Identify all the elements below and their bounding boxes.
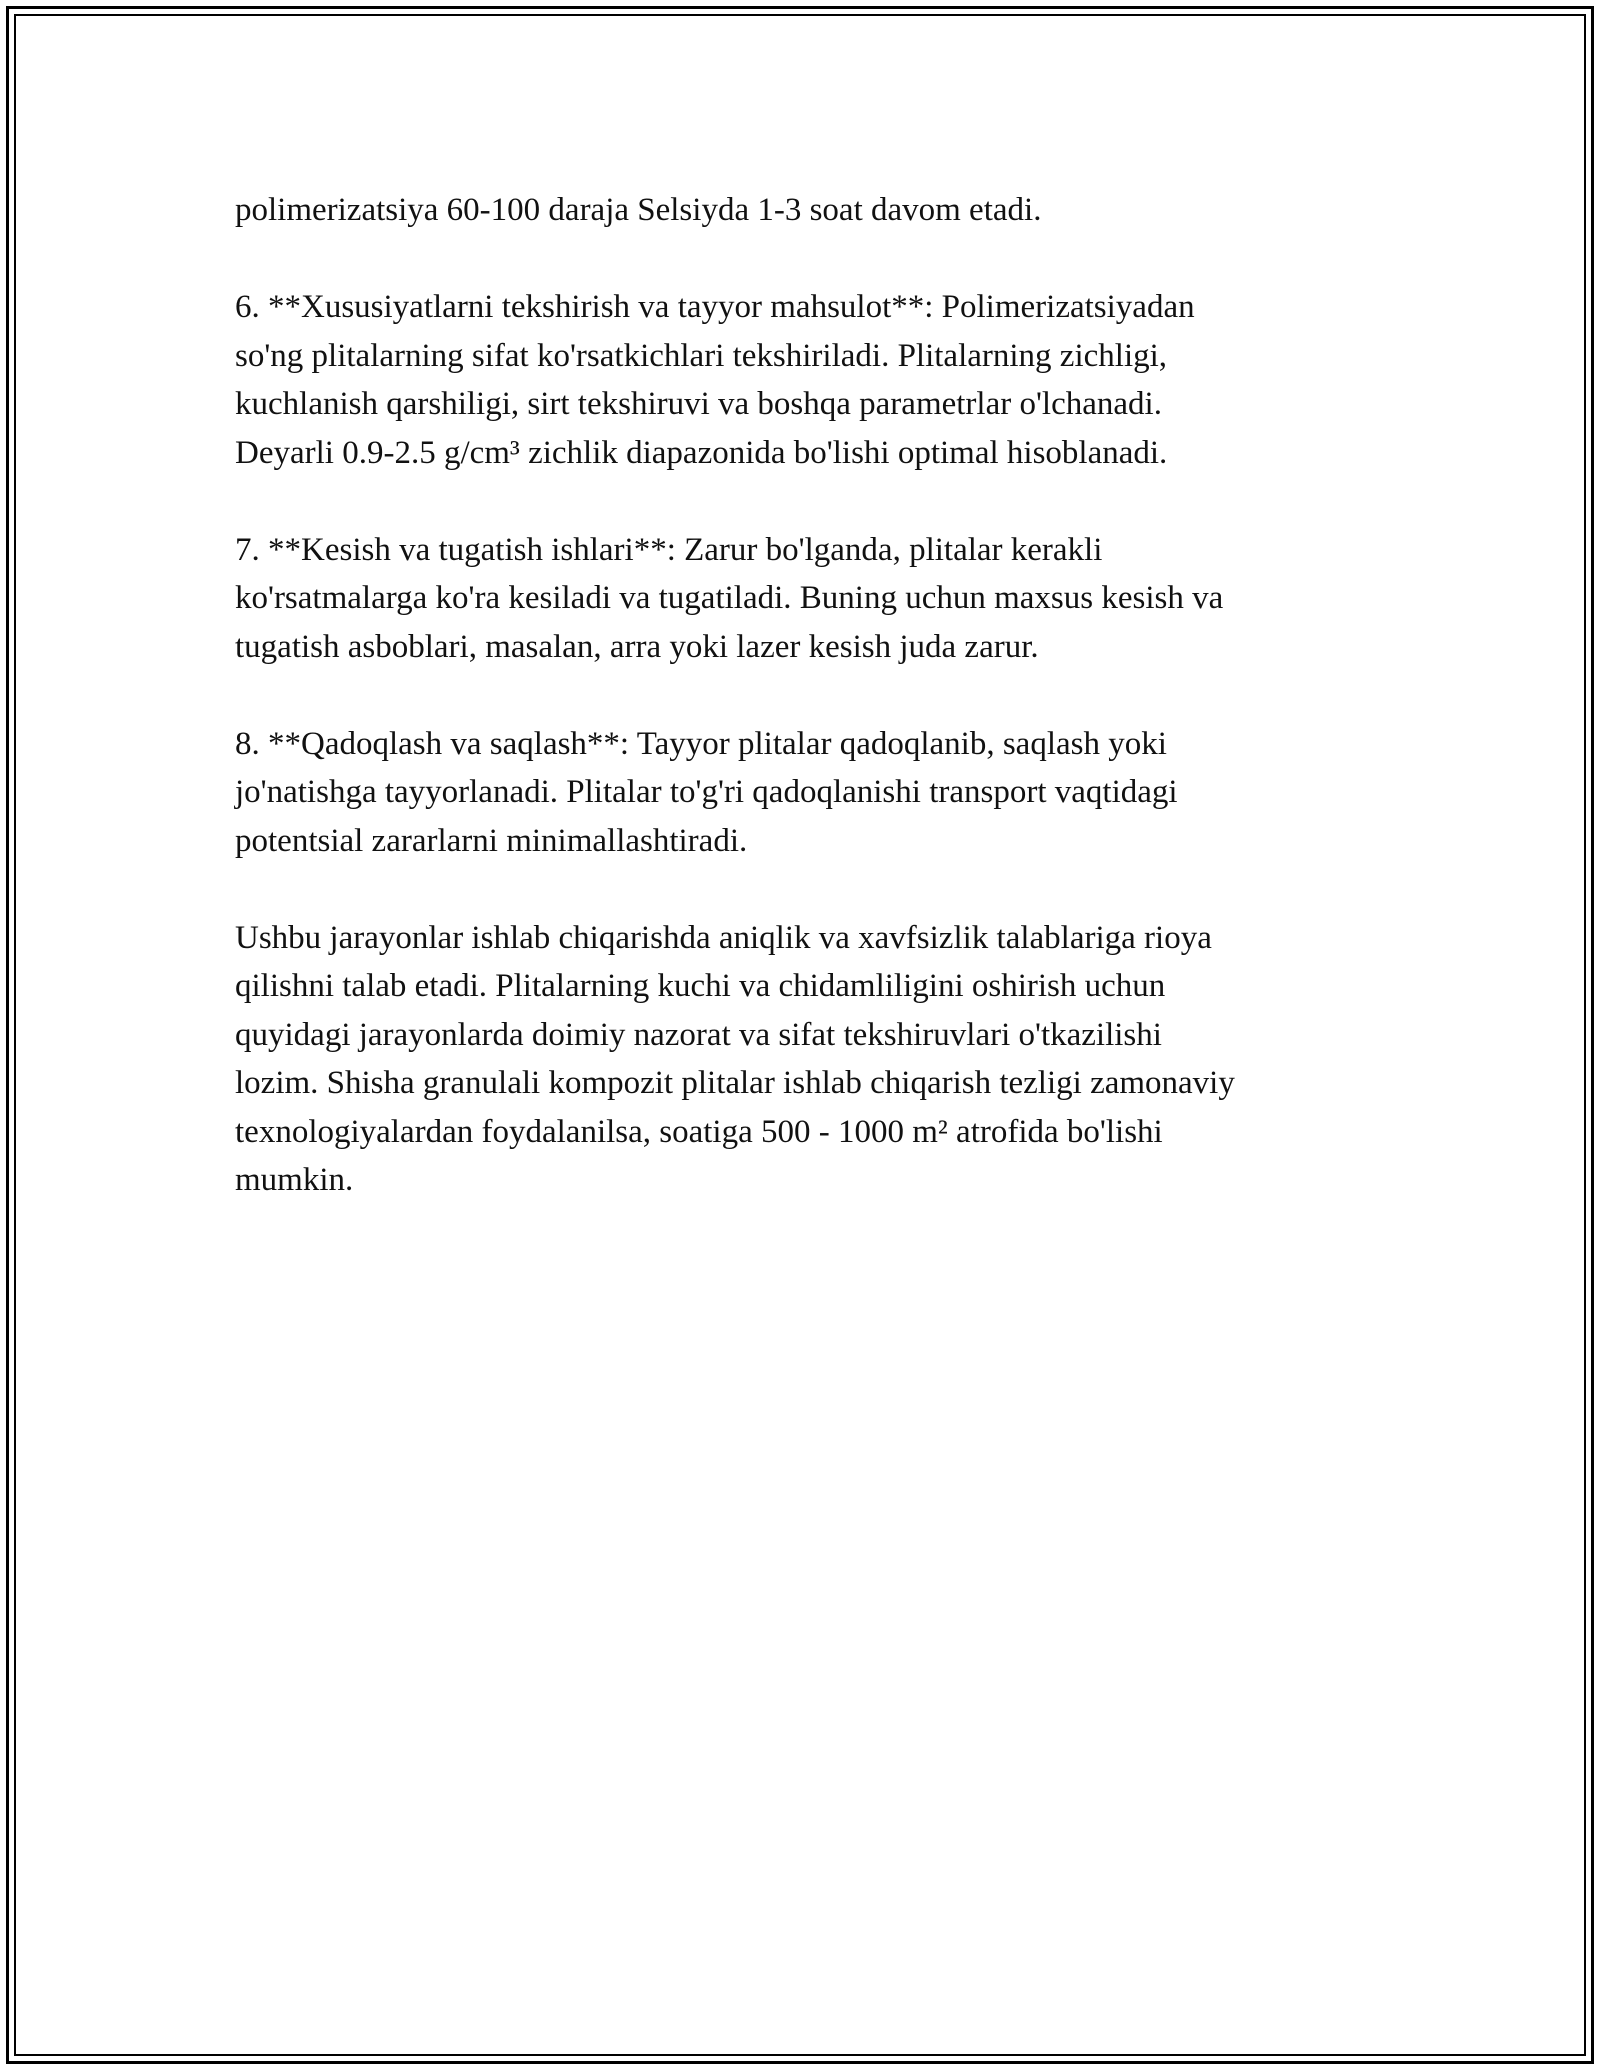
paragraph-polymerization-time: polimerizatsiya 60-100 daraja Selsiyda 1-3 soat davom etadi. bbox=[235, 192, 1042, 228]
paragraph-step-7-cutting: 7. **Kesish va tugatish ishlari**: Zarur bo'lganda, plitalar kerakli ko'rsatmalarga ko'ra kesiladi va tugatiladi. Buning uchun maxsus kesish va tugatish asboblari, masalan, arra yoki lazer kesish juda zarur. bbox=[235, 531, 1224, 665]
document-body bbox=[235, 186, 1365, 1253]
paragraph-conclusion: Ushbu jarayonlar ishlab chiqarishda aniqlik va xavfsizlik talablariga rioya qilishni talab etadi. Plitalarning kuchi va chidamliligini oshirish uchun quyidagi jarayonlarda doimiy nazorat va sifat tekshiruvlari o'tkazilishi lozim. Shisha granulali kompozit plitalar ishlab chiqarish tezligi zamonaviy texnologiyalardan foydalanilsa, soatiga 500 - 1000 m² atrofida bo'lishi mumkin. bbox=[235, 919, 1235, 1198]
paragraph-step-8-packaging: 8. **Qadoqlash va saqlash**: Tayyor plitalar qadoqlanib, saqlash yoki jo'natishga tayyorlanadi. Plitalar to'g'ri qadoqlanishi transport vaqtidagi potentsial zararlarni minimallashtiradi. bbox=[235, 725, 1178, 859]
paragraph-step-6-quality-check: 6. **Xususiyatlarni tekshirish va tayyor mahsulot**: Polimerizatsiyadan so'ng plitalarning sifat ko'rsatkichlari tekshiriladi. Plitalarning zichligi, kuchlanish qarshiligi, sirt tekshiruvi va boshqa parametrlar o'lchanadi. Deyarli 0.9-2.5 g/cm³ zichlik diapazonida bo'lishi optimal hisoblanadi. bbox=[235, 289, 1195, 471]
